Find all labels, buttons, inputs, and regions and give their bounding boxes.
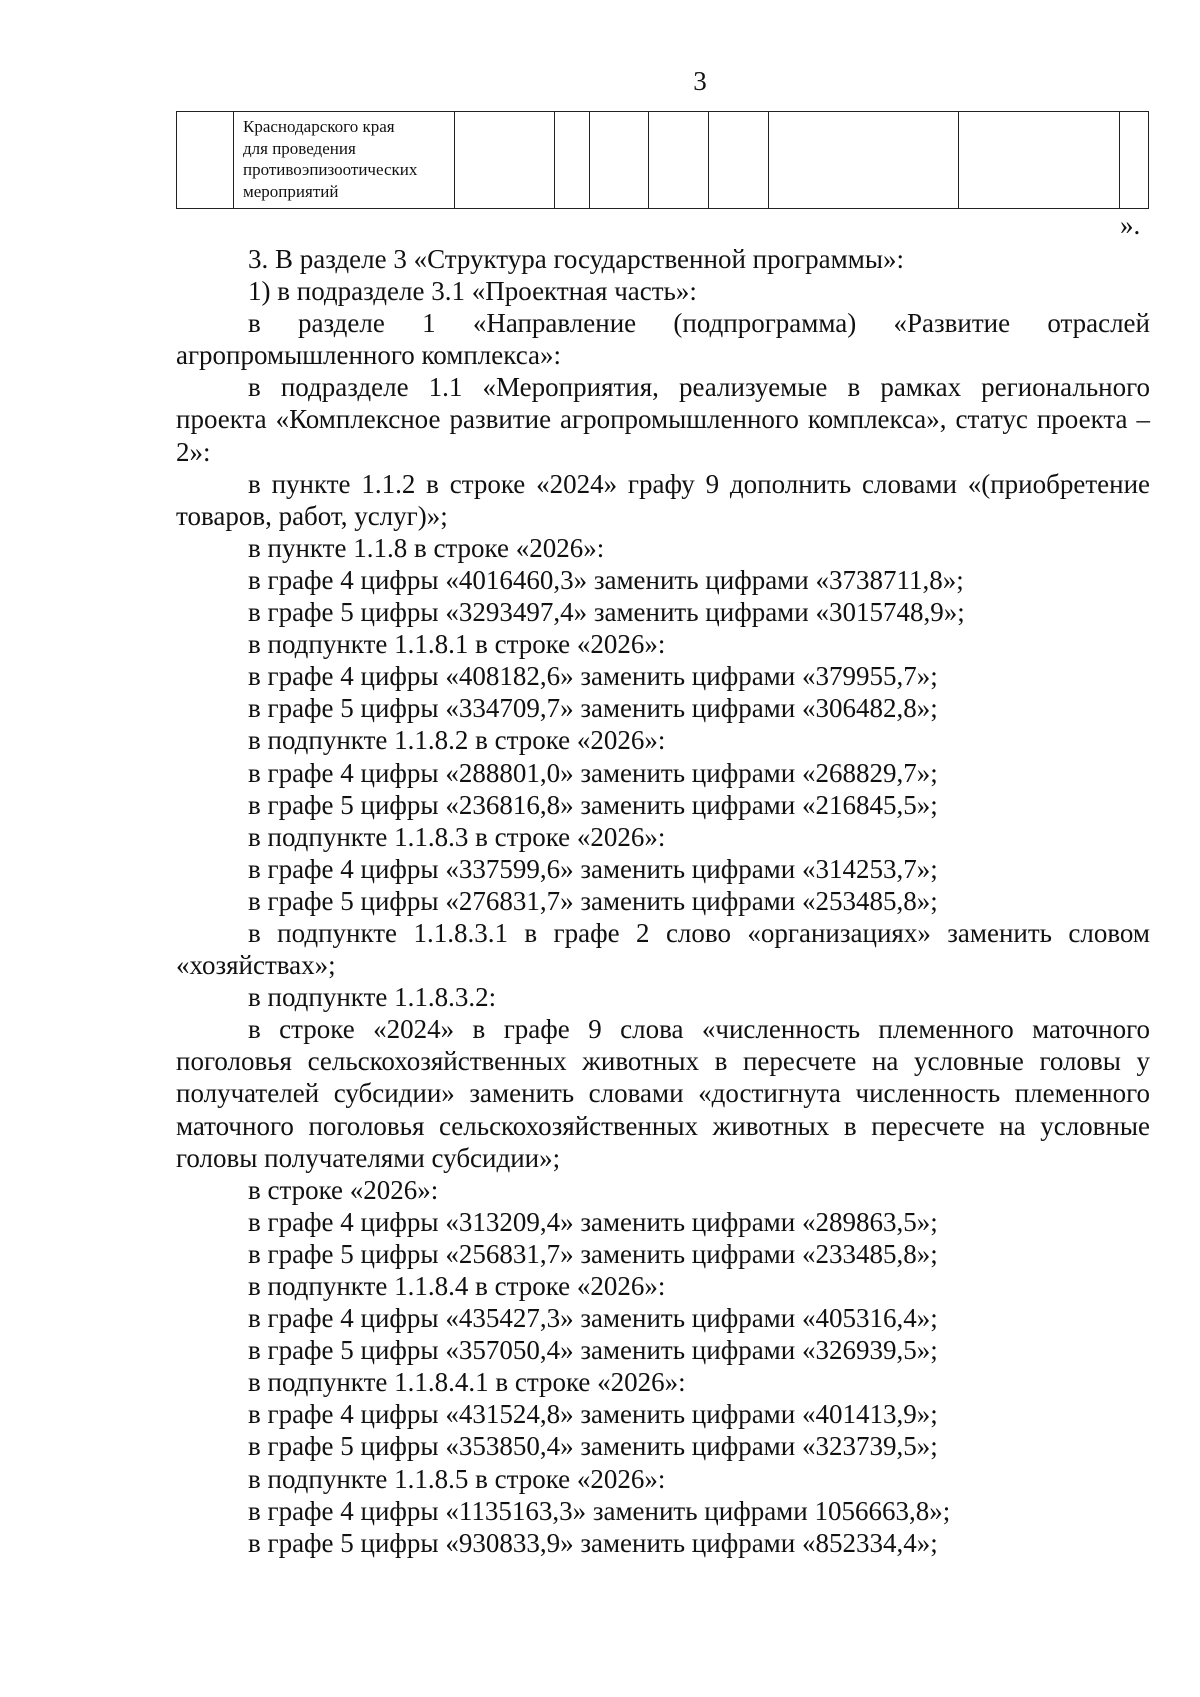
cell-line: для проведения	[243, 138, 356, 158]
table-cell	[455, 112, 555, 209]
paragraph: в подразделе 1.1 «Мероприятия, реализуемые в рамках регионального проекта «Комплексное развитие агропромышленного комплекса», статус проекта – 2»:	[176, 372, 1150, 467]
table-cell-description	[234, 112, 455, 209]
table-cell	[590, 112, 649, 209]
table-cell	[959, 112, 1120, 209]
paragraph: в подпункте 1.1.8.3.2:	[248, 982, 497, 1013]
paragraph: в строке «2026»:	[248, 1174, 439, 1205]
paragraph: в графе 4 цифры «313209,4» заменить цифрами «289863,5»;	[248, 1206, 938, 1237]
paragraph: в пункте 1.1.2 в строке «2024» графу 9 дополнить словами «(приобретение товаров, работ, услуг)»;	[176, 468, 1150, 531]
paragraph: в подпункте 1.1.8.2 в строке «2026»:	[248, 725, 666, 756]
table-cell	[709, 112, 769, 209]
paragraph: в графе 4 цифры «431524,8» заменить цифрами «401413,9»;	[248, 1399, 938, 1430]
paragraph: в графе 4 цифры «435427,3» заменить цифрами «405316,4»;	[248, 1303, 938, 1334]
paragraph: в графе 5 цифры «334709,7» заменить цифрами «306482,8»;	[248, 693, 938, 724]
table-cell	[1120, 112, 1149, 209]
paragraph: в пункте 1.1.8 в строке «2026»:	[248, 532, 605, 563]
paragraph: в строке «2024» в графе 9 слова «численность племенного маточного поголовья сельскохозяйственных животных в пересчете на условные головы у получателей субсидии» заменить словами «достигнута численность племенного маточного поголовья сельскохозяйственных животных в пересчете на условные головы получателями субсидии»;	[176, 1014, 1150, 1173]
paragraph: 3. В разделе 3 «Структура государственной программы»:	[248, 244, 904, 274]
paragraph: в графе 5 цифры «236816,8» заменить цифрами «216845,5»;	[248, 789, 938, 820]
paragraph: в графе 5 цифры «930833,9» заменить цифрами «852334,4»;	[248, 1527, 938, 1558]
table-cell	[177, 112, 234, 209]
paragraph: в разделе 1 «Направление (подпрограмма) «Развитие отраслей агропромышленного комплекса»:	[176, 308, 1150, 371]
paragraph: в подпункте 1.1.8.1 в строке «2026»:	[248, 629, 666, 660]
amendments-text	[176, 243, 1150, 1559]
paragraph: в графе 4 цифры «4016460,3» заменить цифрами «3738711,8»;	[248, 564, 964, 595]
paragraph: 1) в подразделе 3.1 «Проектная часть»:	[248, 276, 697, 307]
cell-line: противоэпизоотических	[243, 160, 418, 179]
table-cell	[769, 112, 959, 209]
closing-quote: ».	[1120, 210, 1141, 240]
paragraph: в графе 4 цифры «1135163,3» заменить цифрами 1056663,8»;	[248, 1495, 951, 1526]
table-cell	[555, 112, 590, 209]
paragraph: в графе 5 цифры «353850,4» заменить цифрами «323739,5»;	[248, 1431, 938, 1462]
paragraph: в графе 5 цифры «256831,7» заменить цифрами «233485,8»;	[248, 1238, 938, 1269]
paragraph: в подпункте 1.1.8.3 в строке «2026»:	[248, 821, 666, 852]
paragraph: в подпункте 1.1.8.4 в строке «2026»:	[248, 1271, 666, 1301]
cell-line: мероприятий	[243, 181, 339, 201]
paragraph: в графе 5 цифры «3293497,4» заменить цифрами «3015748,9»;	[248, 597, 965, 628]
table-cell	[649, 112, 709, 209]
paragraph: в графе 5 цифры «357050,4» заменить цифрами «326939,5»;	[248, 1335, 938, 1366]
paragraph: в графе 4 цифры «337599,6» заменить цифрами «314253,7»;	[248, 853, 938, 884]
paragraph: в графе 4 цифры «408182,6» заменить цифрами «379955,7»;	[248, 661, 938, 692]
paragraph: в подпункте 1.1.8.3.1 в графе 2 слово «организациях» заменить словом «хозяйствах»;	[176, 917, 1150, 981]
paragraph: в подпункте 1.1.8.4.1 в строке «2026»:	[248, 1367, 686, 1398]
paragraph: в подпункте 1.1.8.5 в строке «2026»:	[248, 1463, 666, 1494]
cell-line: Краснодарского края	[243, 117, 395, 136]
paragraph: в графе 4 цифры «288801,0» заменить цифрами «268829,7»;	[248, 757, 938, 788]
table-fragment	[176, 111, 1149, 209]
paragraph: в графе 5 цифры «276831,7» заменить цифрами «253485,8»;	[248, 885, 938, 916]
page-number: 3	[693, 66, 707, 96]
